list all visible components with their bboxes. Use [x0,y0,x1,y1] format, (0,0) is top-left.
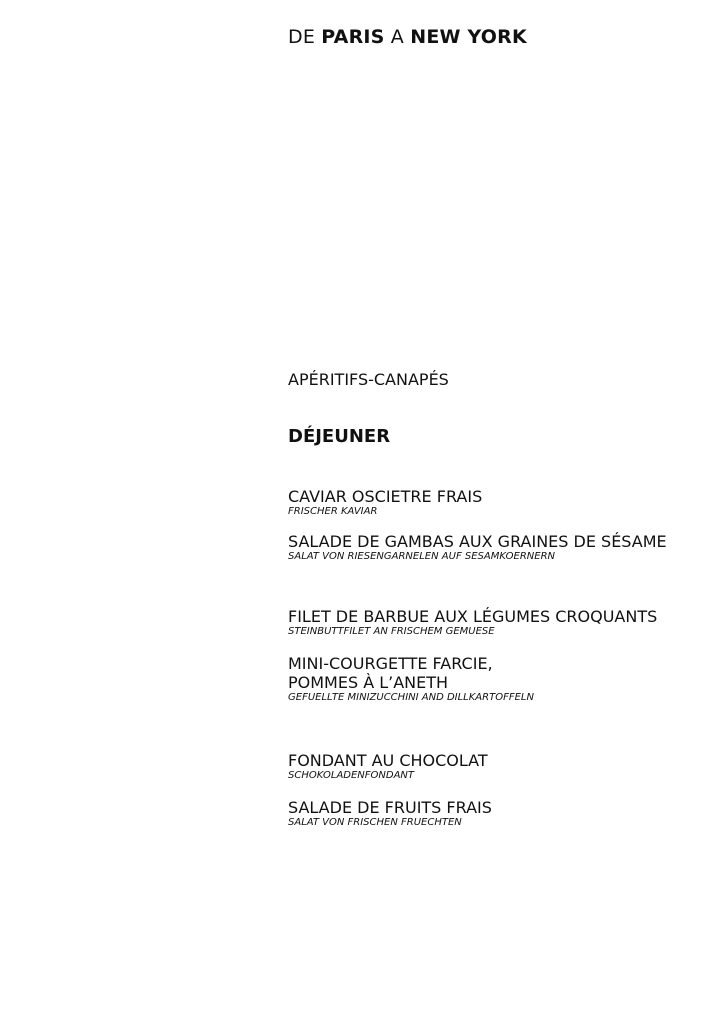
dish-name-de: GEFUELLTE MINIZUCCHINI AND DILLKARTOFFELN [288,692,534,703]
title-connector: A [384,26,411,48]
dish-name-fr: FONDANT AU CHOCOLAT [288,751,488,770]
dish-name-fr: FILET DE BARBUE AUX LÉGUMES CROQUANTS [288,607,658,626]
dish-item [288,798,492,829]
dish-item [288,487,482,518]
dish-name-fr-line2: POMMES À L’ANETH [288,673,449,692]
title-prefix: DE [288,26,322,48]
title-destination-city: NEW YORK [410,26,527,48]
dish-name-fr: CAVIAR OSCIETRE FRAIS [288,487,483,506]
page-title [288,26,527,48]
title-origin-city: PARIS [321,26,385,48]
dish-name-de: SALAT VON FRISCHEN FRUECHTEN [288,817,462,828]
dish-name-de: FRISCHER KAVIAR [288,506,378,517]
dish-name-fr-line1: MINI-COURGETTE FARCIE, [288,654,493,673]
dish-item [288,751,488,782]
dish-name-de: SCHOKOLADENFONDANT [288,770,415,781]
dish-name-de: SALAT VON RIESENGARNELEN AUF SESAMKOERNERN [288,551,556,562]
aperitif-heading: APÉRITIFS-CANAPÉS [288,370,449,389]
dish-item [288,532,667,563]
dish-item [288,654,534,704]
dish-name-fr: SALADE DE FRUITS FRAIS [288,798,492,817]
dish-name-de: STEINBUTTFILET AN FRISCHEM GEMUESE [288,626,495,637]
dish-name-fr: SALADE DE GAMBAS AUX GRAINES DE SÉSAME [288,532,667,551]
dish-item [288,607,657,638]
meal-heading: DÉJEUNER [288,426,391,447]
